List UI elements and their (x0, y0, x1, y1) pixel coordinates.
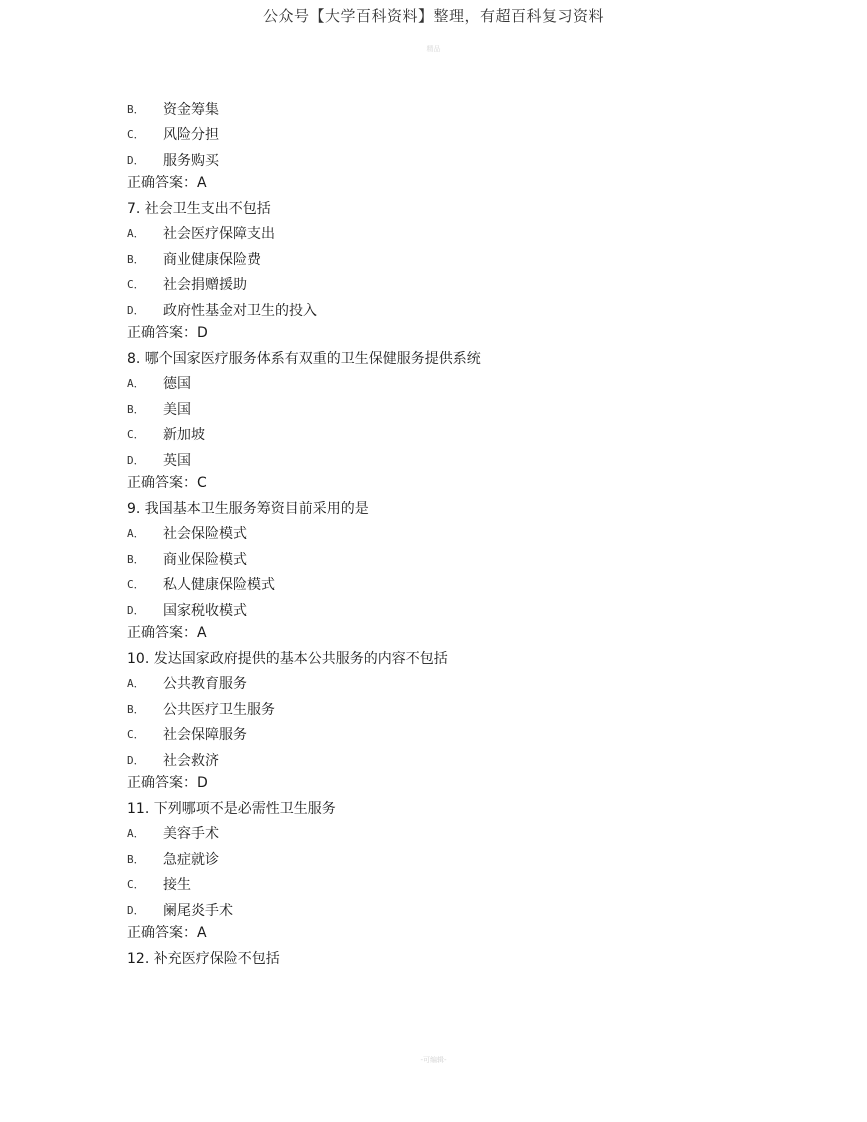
option-letter: C． (127, 728, 145, 741)
answer-option (127, 294, 767, 320)
correct-answer: 正确答案：C (127, 474, 207, 491)
question-title: 10. 发达国家政府提供的基本公共服务的内容不包括 (127, 650, 448, 667)
option-text: 商业保险模式 (163, 551, 247, 568)
answer-option (127, 518, 767, 544)
option-text: 新加坡 (163, 427, 205, 443)
correct-answer: 正确答案：D (127, 324, 208, 341)
question-title: 11. 下列哪项不是必需性卫生服务 (127, 800, 336, 817)
option-text: 社会捐赠援助 (163, 277, 247, 293)
option-text: 阑尾炎手术 (163, 902, 233, 919)
correct-answer: 正确答案：A (127, 624, 207, 641)
option-text: 私人健康保险模式 (163, 577, 275, 593)
option-text: 美容手术 (163, 826, 219, 842)
option-text: 服务购买 (163, 152, 219, 169)
option-text: 美国 (163, 401, 191, 418)
option-letter: D． (127, 153, 145, 167)
footer-watermark: -可编辑- (420, 1056, 447, 1064)
answer-option (127, 693, 767, 719)
option-letter: D． (127, 303, 145, 317)
answer-option (127, 719, 767, 745)
option-text: 商业健康保险费 (163, 251, 261, 268)
answer-option (127, 668, 767, 694)
option-text: 风险分担 (163, 127, 219, 143)
option-letter: C． (127, 278, 145, 291)
answer-option (127, 744, 767, 770)
option-text: 接生 (163, 877, 191, 893)
option-letter: A． (127, 227, 145, 240)
option-text: 社会救济 (163, 752, 219, 769)
option-letter: B． (127, 552, 145, 566)
option-letter: A． (127, 377, 145, 390)
option-text: 国家税收模式 (163, 602, 247, 619)
answer-option (127, 393, 767, 419)
option-letter: B． (127, 852, 145, 866)
answer-option (127, 144, 767, 170)
answer-option (127, 869, 767, 895)
option-text: 德国 (163, 376, 191, 392)
option-letter: B． (127, 102, 145, 116)
quiz-content (127, 93, 767, 968)
option-text: 英国 (163, 452, 191, 469)
question-title: 7. 社会卫生支出不包括 (127, 200, 271, 217)
answer-option (127, 818, 767, 844)
option-letter: D． (127, 603, 145, 617)
option-letter: D． (127, 903, 145, 917)
option-text: 社会医疗保障支出 (163, 226, 275, 242)
answer-option (127, 269, 767, 295)
answer-option (127, 594, 767, 620)
question-title: 8. 哪个国家医疗服务体系有双重的卫生保健服务提供系统 (127, 350, 481, 367)
answer-option (127, 368, 767, 394)
option-letter: C． (127, 578, 145, 591)
option-text: 公共医疗卫生服务 (163, 701, 275, 718)
correct-answer: 正确答案：A (127, 174, 207, 191)
answer-option (127, 894, 767, 920)
option-letter: C． (127, 428, 145, 441)
question-title: 12. 补充医疗保险不包括 (127, 950, 280, 967)
answer-option (127, 444, 767, 470)
header-watermark: 精品 (426, 45, 441, 53)
option-letter: D． (127, 453, 145, 467)
option-text: 社会保险模式 (163, 526, 247, 542)
answer-option (127, 218, 767, 244)
correct-answer: 正确答案：D (127, 774, 208, 791)
question-title: 9. 我国基本卫生服务筹资目前采用的是 (127, 500, 369, 517)
option-letter: B． (127, 252, 145, 266)
option-letter: C． (127, 128, 145, 141)
option-letter: A． (127, 827, 145, 840)
option-text: 政府性基金对卫生的投入 (163, 302, 317, 319)
option-text: 公共教育服务 (163, 676, 247, 692)
option-letter: B． (127, 702, 145, 716)
option-text: 资金筹集 (163, 101, 219, 118)
answer-option (127, 569, 767, 595)
correct-answer: 正确答案：A (127, 924, 207, 941)
answer-option (127, 119, 767, 145)
option-letter: C． (127, 878, 145, 891)
answer-option (127, 543, 767, 569)
answer-option (127, 843, 767, 869)
option-text: 急症就诊 (163, 851, 219, 868)
option-letter: B． (127, 402, 145, 416)
option-letter: A． (127, 527, 145, 540)
answer-option (127, 243, 767, 269)
option-text: 社会保障服务 (163, 727, 247, 743)
option-letter: A． (127, 677, 145, 690)
option-letter: D． (127, 753, 145, 767)
page-header-title: 公众号【大学百科资料】整理，有超百科复习资料 (262, 7, 604, 25)
answer-option (127, 419, 767, 445)
answer-option (127, 93, 767, 119)
